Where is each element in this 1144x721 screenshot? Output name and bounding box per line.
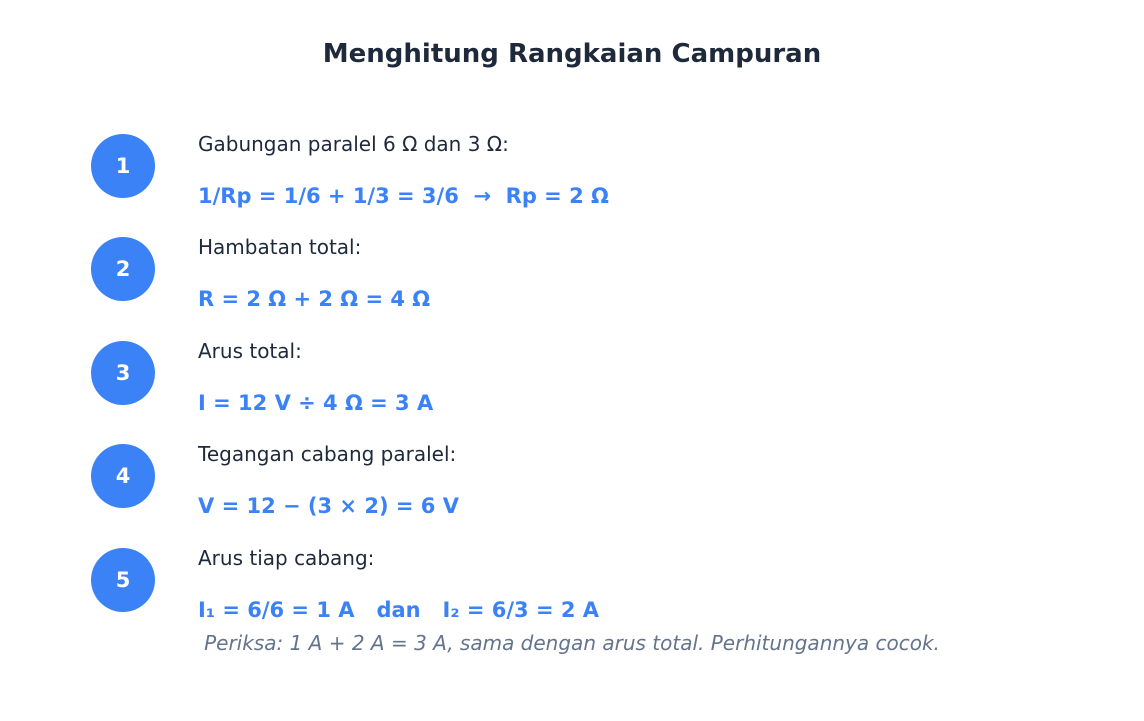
step-label: Gabungan paralel 6 Ω dan 3 Ω: [198,132,509,156]
step-4 [0,414,1144,518]
step-number-badge: 2 [91,237,155,301]
step-number-badge: 4 [91,444,155,508]
step-number-badge: 5 [91,548,155,612]
step-label: Tegangan cabang paralel: [198,442,457,466]
page-title: Menghitung Rangkaian Campuran [322,39,822,69]
step-5 [0,518,1144,622]
step-formula: V = 12 − (3 × 2) = 6 V [198,494,459,518]
step-number-badge: 3 [91,341,155,405]
step-number-badge: 1 [91,134,155,198]
step-2 [0,207,1144,311]
step-label: Arus tiap cabang: [198,546,375,570]
step-1 [0,104,1144,208]
step-label: Arus total: [198,339,302,363]
step-label: Hambatan total: [198,235,362,259]
step-formula: I = 12 V ÷ 4 Ω = 3 A [198,391,434,415]
step-formula: R = 2 Ω + 2 Ω = 4 Ω [198,287,431,311]
step-3 [0,311,1144,415]
step-formula: 1/Rp = 1/6 + 1/3 = 3/6 → Rp = 2 Ω [198,184,609,208]
step-formula: I₁ = 6/6 = 1 A dan I₂ = 6/3 = 2 A [198,598,600,622]
check-note: Periksa: 1 A + 2 A = 3 A, sama dengan arus total. Perhitungannya cocok. [204,631,940,655]
